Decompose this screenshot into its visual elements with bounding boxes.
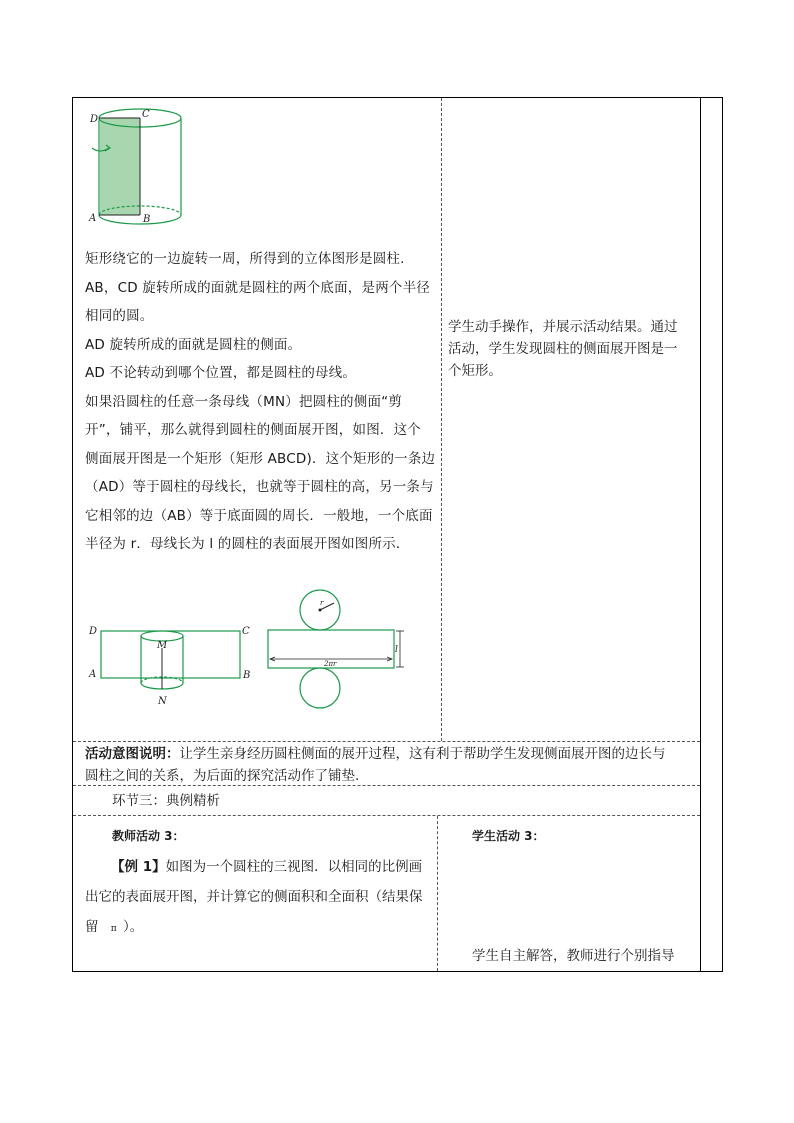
activity-intent: [85, 743, 666, 787]
cylinder-bottom-front-arc: [99, 215, 181, 224]
student-result-line: 个矩形。: [448, 363, 502, 379]
table-right-inner-border: [700, 97, 701, 972]
table-bottom-border: [72, 971, 723, 972]
explanation-line: AB，CD 旋转所成的面就是圆柱的两个底面，是两个半径: [85, 279, 431, 296]
label-a: A: [89, 213, 97, 224]
intent-text-2: 圆柱之间的关系，为后面的探究活动作了铺垫.: [85, 768, 360, 784]
explanation-line: 侧面展开图是一个矩形（矩形 ABCD)．这个矩形的一条边: [85, 450, 436, 467]
label-b: B: [243, 670, 251, 681]
label-c: C: [142, 109, 150, 120]
example-line-1: [85, 852, 435, 882]
intent-text-1: 让学生亲身经历圆柱侧面的展开过程，这有利于帮助学生发现侧面展开图的边长与: [179, 746, 666, 762]
example-text-1: 如图为一个圆柱的三视图．以相同的比例画: [165, 859, 423, 875]
explanation-line: 如果沿圆柱的任意一条母线（MN）把圆柱的侧面“剪: [85, 393, 403, 410]
explanation-line: AD 旋转所成的面就是圆柱的侧面。: [85, 336, 302, 353]
label-a: A: [89, 669, 97, 680]
cylinder-lateral-net-diagram: [86, 620, 262, 710]
student-result-line: 活动，学生发现圆柱的侧面展开图是一: [448, 341, 678, 357]
column-divider-top: [441, 98, 442, 741]
student-activity-3-heading: 学生活动 3：: [472, 829, 545, 843]
row-divider-intent: [73, 741, 700, 742]
label-d: D: [90, 114, 99, 125]
bottom-base-circle: [300, 668, 340, 708]
example-tag: 【例 1】: [111, 859, 166, 875]
cylinder-surface-net-diagram: [262, 588, 410, 720]
rotating-rectangle-fill: [100, 118, 140, 215]
explanation-line: 半径为 r．母线长为 l 的圆柱的表面展开图如图所示．: [85, 536, 410, 552]
student-activity-3-text: 学生自主解答，教师进行个别指导: [472, 948, 675, 964]
rotating-rectangle-cylinder-diagram: [82, 104, 192, 232]
label-m: M: [157, 640, 168, 651]
label-circumference: 2πr: [324, 660, 337, 668]
pi-symbol: π: [110, 924, 117, 934]
label-r: r: [320, 599, 324, 607]
explanation-paragraph: [85, 245, 437, 559]
row-divider-activity3: [73, 815, 700, 816]
label-d: D: [89, 626, 98, 637]
student-result-line: 学生动手操作，并展示活动结果。通过: [448, 319, 678, 335]
table-left-border: [72, 97, 73, 972]
intent-label: 活动意图说明：: [85, 746, 180, 762]
column-divider-bottom: [437, 816, 438, 971]
explanation-line: 矩形绕它的一边旋转一周，所得到的立体图形是圆柱.: [85, 251, 405, 267]
example-1-problem: [85, 852, 435, 944]
student-activity-result: [448, 316, 698, 382]
section-3-title: 环节三：典例精析: [112, 793, 220, 809]
label-l: l: [395, 645, 398, 655]
explanation-line: 它相邻的边（AB）等于底面圆的周长．一般地，一个底面: [85, 507, 433, 524]
explanation-line: 相同的圆。: [85, 308, 154, 324]
example-text-3-prefix: 留: [85, 919, 99, 935]
label-n: N: [158, 696, 167, 707]
label-c: C: [242, 626, 250, 637]
example-line-3: [85, 912, 435, 944]
label-b: B: [143, 214, 151, 225]
table-right-border: [722, 97, 723, 972]
teacher-activity-3-heading: 教师活动 3：: [112, 829, 185, 843]
explanation-line: 开”，铺平，那么就得到圆柱的侧面展开图，如图．这个: [85, 422, 421, 438]
intent-line-1: [85, 743, 666, 765]
example-text-3-suffix: ）。: [123, 919, 144, 935]
table-top-border: [72, 97, 723, 98]
explanation-line: （AD）等于圆柱的母线长，也就等于圆柱的高，另一条与: [85, 479, 434, 495]
example-text-2: 出它的表面展开图，并计算它的侧面积和全面积（结果保: [85, 889, 423, 905]
explanation-line: AD 不论转动到哪个位置，都是圆柱的母线。: [85, 365, 357, 381]
